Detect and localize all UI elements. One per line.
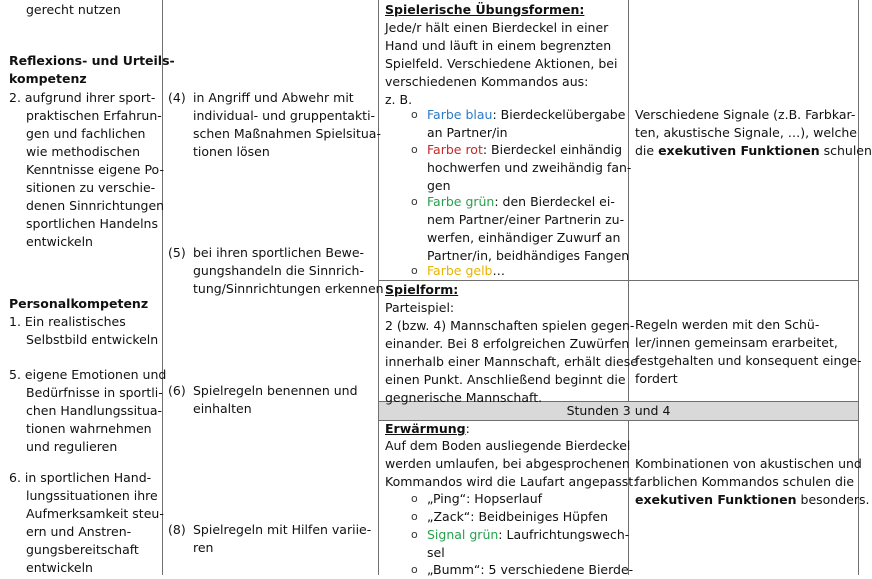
text-fragment: besonders. [796,492,870,507]
text-line: z. B. [385,92,413,107]
warmup-heading-text: Erwärmung [385,421,466,436]
exercise-intro [385,19,617,109]
text-line: entwickeln [26,560,93,575]
exercise-bullet-red [427,141,631,195]
competence-8-text [193,521,371,557]
text-line: werden umlaufen, bei abgesprochenen [385,456,630,471]
text-line: Hand und läuft in einem begrenzten [385,38,612,53]
text-line: sitionen zu verschie- [26,180,156,195]
color-label-green: Signal grün [427,527,499,542]
text-line: Kombinationen von akustischen und [635,456,862,471]
text-line: tung/Sinnrichtungen erkennen [193,281,384,296]
text-line: ern und Anstren- [26,524,132,539]
personal-item-5 [9,366,166,456]
competence-6-number: (6) [168,383,186,398]
warmup-heading-colon: : [465,421,470,436]
text-line: tionen wahrnehmen [26,421,152,436]
competence-5-text [193,244,384,298]
text-line: ler/innen gemeinsam erarbeitet, [635,335,838,350]
text-line: 1. Ein realistisches [9,314,126,329]
exercise-bullet-green [427,193,629,265]
text-line: gen und fachlichen [26,126,146,141]
personal-item-1 [9,313,158,349]
text-line: an Partner/in [427,125,508,140]
text-line: : Bierdeckel einhändig [482,142,623,157]
text-line: gungshandeln die Sinnrich- [193,263,364,278]
text-line: tionen lösen [193,144,270,159]
text-line: und regulieren [26,439,118,454]
text-line: Auf dem Boden ausliegende Bierdeckel [385,438,631,453]
text-line: Kenntnisse eigene Po- [26,162,164,177]
text-line: 2. aufgrund ihrer sport- [9,90,156,105]
text-line: : Bierdeckelübergabe [492,107,626,122]
text-line: Jede/r hält einen Bierdeckel in einer [385,20,609,35]
text-line: einander. Bei 8 erfolgreichen Zuwürfen [385,336,630,351]
text-line: entwickeln [26,234,93,249]
gameform-heading: Spielform: [385,282,459,297]
text-line: ren [193,540,214,555]
warmup-text [385,437,637,491]
competence-4-number: (4) [168,90,186,105]
bullet-circle-icon: o [411,492,418,505]
text-line: Bedürfnisse in sportli- [26,385,163,400]
text-line: 5. eigene Emotionen und [9,367,167,382]
bullet-circle-icon: o [411,108,418,121]
text-line: werfen, einhändiger Zuwurf an [427,230,621,245]
text-line: : Beidbeiniges Hüpfen [470,509,609,524]
text-line: bei ihren sportlichen Bewe- [193,245,365,260]
competence-5-number: (5) [168,245,186,260]
exercise-bullet-blue [427,106,625,142]
text-line: : Laufrichtungswech- [498,527,630,542]
warmup-heading [385,420,470,438]
exercise-bullet-yellow [427,262,505,280]
col1-top-fragment: gerecht nutzen [26,2,121,17]
text-line: : 5 verschiedene Bierde- [480,562,634,577]
text-line: lungssituationen ihre [26,488,158,503]
text-line: denen Sinnrichtungen [26,198,165,213]
competence-6-text [193,382,358,418]
text-line: innerhalb einer Mannschaft, erhält diese [385,354,638,369]
color-label-blue: Farbe blau [427,107,493,122]
note-signals [635,106,872,160]
text-line: sel [427,545,445,560]
text-line: Spielfeld. Verschiedene Aktionen, bei [385,56,618,71]
exercise-heading: Spielerische Übungsformen: [385,2,585,17]
text-fragment: schulen [819,143,872,158]
text-line: gegnerische Mannschaft. [385,390,543,405]
bullet-circle-icon: o [411,563,418,576]
command-label: „Bumm“ [427,562,481,577]
reflexion-heading-2: kompetenz [9,71,87,86]
text-line: einhalten [193,401,252,416]
text-line: wie methodischen [26,144,141,159]
personal-item-6 [9,469,164,577]
text-line: 2 (bzw. 4) Mannschaften spielen gegen- [385,318,635,333]
personal-heading: Personalkompetenz [9,296,149,311]
text-line: einen Punkt. Anschließend beginnt die [385,372,626,387]
warmup-bullet-bumm [427,561,633,579]
text-line: individual- und gruppentakti- [193,108,376,123]
note-rules [635,316,862,388]
text-line: : den Bierdeckel ei- [494,194,615,209]
bullet-circle-icon: o [411,195,418,208]
competence-8-number: (8) [168,522,186,537]
warmup-bullet-zack [427,508,608,526]
text-line: in Angriff und Abwehr mit [193,90,354,105]
executive-functions-term: exekutiven Funktionen [658,143,820,158]
text-fragment: die [635,143,659,158]
text-line: Spielregeln mit Hilfen variie- [193,522,372,537]
text-line: schen Maßnahmen Spielsitua- [193,126,381,141]
text-line: verschiedenen Kommandos aus: [385,74,589,89]
text-line: Kommandos wird die Laufart angepasst: [385,474,638,489]
color-label-yellow: Farbe gelb [427,263,493,278]
text-line: Verschiedene Signale (z.B. Farbkar- [635,107,856,122]
text-line: farblichen Kommandos schulen die [635,474,855,489]
text-line: gen [427,178,451,193]
competence-4-text [193,89,381,161]
text-line: praktischen Erfahrun- [26,108,162,123]
text-line: nem Partner/einer Partnerin zu- [427,212,625,227]
bullet-circle-icon: o [411,528,418,541]
lesson-section-label: Stunden 3 und 4 [566,403,671,418]
bullet-circle-icon: o [411,264,418,277]
text-line: gungsbereitschaft [26,542,139,557]
text-line: Spielregeln benennen und [193,383,358,398]
color-label-red: Farbe rot [427,142,483,157]
text-line: festgehalten und konsequent einge- [635,353,862,368]
reflexion-heading-1: Reflexions- und Urteils- [9,53,175,68]
text-line: fordert [635,371,678,386]
executive-functions-term: exekutiven Funktionen [635,492,797,507]
command-label: „Zack“ [427,509,471,524]
text-line: Aufmerksamkeit steu- [26,506,164,521]
text-line: ten, akustische Signale, …), welche [635,125,857,140]
bullet-circle-icon: o [411,143,418,156]
text-line: Regeln werden mit den Schü- [635,317,820,332]
color-label-green: Farbe grün [427,194,495,209]
warmup-bullet-ping [427,490,542,508]
text-line: Partner/in, beidhändiges Fangen [427,248,630,263]
gameform-text [385,299,638,407]
text-line: hochwerfen und zweihändig fan- [427,160,632,175]
text-line: Parteispiel: [385,300,455,315]
command-label: „Ping“ [427,491,467,506]
text-line: chen Handlungssitua- [26,403,163,418]
bullet-circle-icon: o [411,510,418,523]
text-line: 6. in sportlichen Hand- [9,470,152,485]
warmup-bullet-signal-green [427,526,629,562]
text-line: : Hopserlauf [466,491,543,506]
text-line: … [492,263,505,278]
reflexion-item-2 [9,89,164,251]
note-combinations [635,455,869,509]
text-line: Selbstbild entwickeln [26,332,159,347]
text-line: sportlichen Handelns [26,216,158,231]
